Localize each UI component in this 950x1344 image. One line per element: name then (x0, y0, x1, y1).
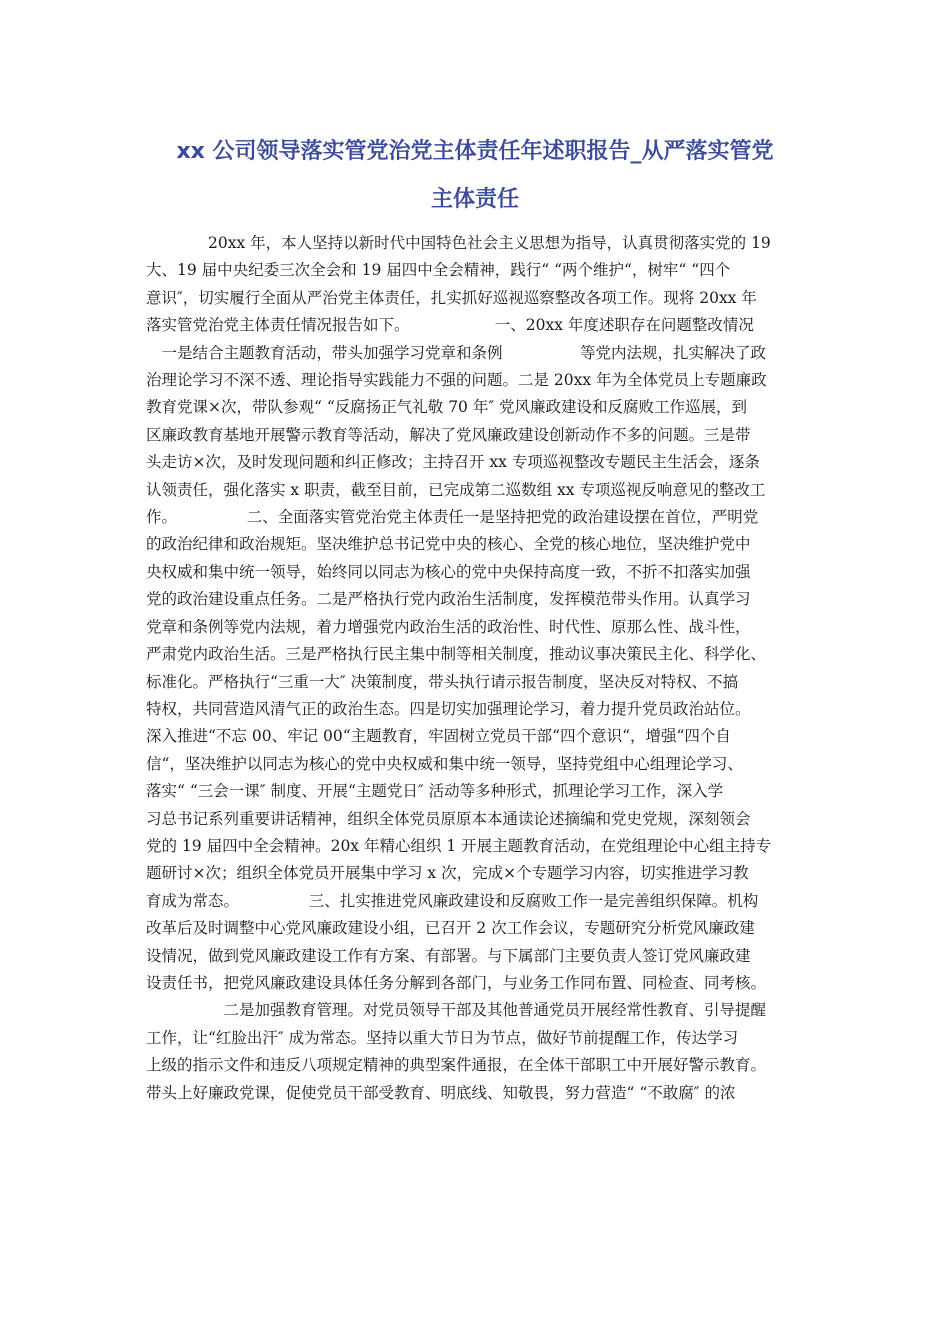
body-text-line: 设责任书，把党风廉政建设具体任务分解到各部门，与业务工作同布置、同检查、同考核。 (146, 973, 767, 992)
body-text-line: 党的 19 届四中全会精神。20x 年精心组织 1 开展主题教育活动，在党组理论中心组主持专 (146, 836, 772, 855)
document-body (146, 230, 811, 1107)
body-text-line: 习总书记系列重要讲话精神，组织全体党员原原本本通读论述摘编和党史党规，深刻领会 (146, 809, 751, 828)
title-line-1: xx 公司领导落实管党治党主体责任年述职报告_从严落实管党 (176, 139, 774, 164)
body-text-line: 20xx 年，本人坚持以新时代中国特色社会主义思想为指导，认真贯彻落实党的 19 (146, 234, 771, 252)
body-text-line: 治理论学习不深不透、理论指导实践能力不强的问题。二是 20xx 年为全体党员上专题廉政 (146, 371, 767, 390)
body-text-line: 改革后及时调整中心党风廉政建设小组，已召开 2 次工作会议，专题研究分析党风廉政建 (146, 919, 755, 938)
body-text-line: 区廉政教育基地开展警示教育等活动，解决了党风廉政建设创新动作不多的问题。三是带 (146, 425, 751, 444)
body-text-line: 设情况，做到党风廉政建设工作有方案、有部署。与下属部门主要负责人签订党风廉政建 (146, 946, 751, 965)
body-text-line: 二是加强教育管理。对党员领导干部及其他普通党员开展经常性教育、引导提醒 (146, 1001, 767, 1020)
body-text-line: 题研讨×次；组织全体党员开展集中学习 x 次，完成×个专题学习内容，切实推进学习教 (146, 864, 749, 883)
body-text-line: 作。 二、全面落实管党治党主体责任一是坚持把党的政治建设摆在首位，严明党 (146, 508, 759, 527)
body-text-line: 落实管党治党主体责任情况报告如下。 一、20xx 年度述职存在问题整改情况 (146, 316, 754, 335)
body-text-line: 严肃党内政治生活。三是严格执行民主集中制等相关制度，推动议事决策民主化、科学化、 (146, 645, 767, 664)
body-text-line: 央权威和集中统一领导，始终同以同志为核心的党中央保持高度一致，不折不扣落实加强 (146, 562, 751, 581)
body-text-line: 头走访×次，及时发现问题和纠正修改；主持召开 xx 专项巡视整改专题民主生活会，逐条 (146, 453, 760, 472)
body-text-line: 深入推进“不忘 00、牢记 00“主题教育，牢固树立党员干部“四个意识“，增强“四个自 (146, 727, 731, 746)
body-text-line: 大、19 届中央纪委三次全会和 19 届四中全会精神，践行“ “两个维护“，树牢“ “四个 (146, 261, 731, 280)
body-text-line: 上级的指示文件和违反八项规定精神的典型案件通报，在全体干部职工中开展好警示教育。 (146, 1056, 767, 1075)
body-text-line: 工作，让“红脸出汗″ 成为常态。坚持以重大节日为节点，做好节前提醒工作，传达学习 (146, 1028, 739, 1047)
body-text-line: 认领责任，强化落实 x 职责，截至目前，已完成第二巡数组 xx 专项巡视反响意见的整改工 (146, 480, 766, 499)
body-text-line: 带头上好廉政党课，促使党员干部受教育、明底线、知敬畏，努力营造“ “不敢腐″ 的浓 (146, 1083, 736, 1102)
body-text-line: 的政治纪律和政治规矩。坚决维护总书记党中央的核心、全党的核心地位，坚决维护党中 (146, 535, 751, 554)
title-line-2: 主体责任 (430, 187, 519, 212)
body-text-line: 党章和条例等党内法规，着力增强党内政治生活的政治性、时代性、原那么性、战斗性， (146, 617, 751, 636)
body-text-line: 信“，坚决维护以同志为核心的党中央权威和集中统一领导，坚持党组中心组理论学习、 (146, 754, 743, 773)
body-text-line: 党的政治建设重点任务。二是严格执行党内政治生活制度，发挥模范带头作用。认真学习 (146, 590, 751, 609)
body-text-line: 一是结合主题教育活动，带头加强学习党章和条例 等党内法规，扎实解决了政 (146, 343, 767, 362)
body-text-line: 教育党课×次，带队参观“ “反腐扬正气礼敬 70 年″ 党风廉政建设和反腐败工作巡展，到 (146, 398, 748, 417)
document-title (120, 128, 830, 224)
body-text-line: 育成为常态。 三、扎实推进党风廉政建设和反腐败工作一是完善组织保障。机构 (146, 891, 759, 910)
body-text-line: 落实“ “三会一课″ 制度、开展“主题党日″ 活动等多种形式，抓理论学习工作，深入学 (146, 782, 724, 801)
body-text-line: 意识″，切实履行全面从严治党主体责任，扎实抓好巡视巡察整改各项工作。现将 20xx 年 (146, 288, 757, 307)
body-text-line: 标准化。严格执行“三重一大″ 决策制度，带头执行请示报告制度，坚决反对特权、不搞 (146, 672, 739, 691)
body-text-line: 特权，共同营造风清气正的政治生态。四是切实加强理论学习，着力提升党员政治站位。 (146, 699, 751, 718)
